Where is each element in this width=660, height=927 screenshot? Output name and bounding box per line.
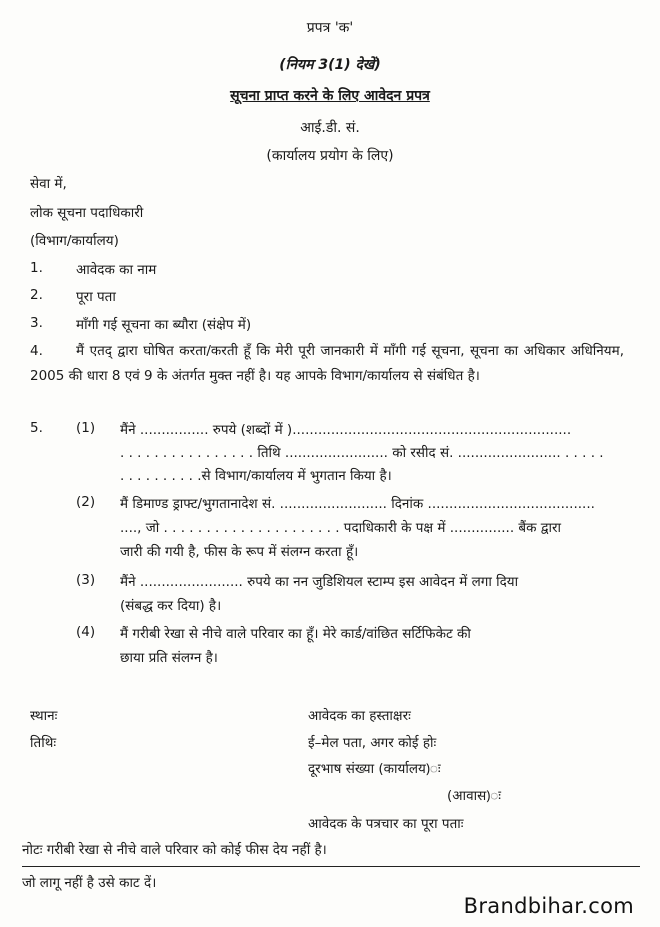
- form-title: प्रपत्र 'क': [306, 20, 354, 36]
- payment-sub3-number: (3): [76, 572, 96, 588]
- item-full-address: पूरा पता: [76, 289, 116, 305]
- date-label: तिथिः: [30, 735, 57, 751]
- payment-sub1-line3: . . . . . . . . . .से विभाग/कार्यालय में भुगतान किया है।: [120, 468, 392, 484]
- address-department: (विभाग/कार्यालय): [30, 233, 119, 249]
- item-number-3: 3.: [30, 315, 43, 331]
- payment-sub1-number: (1): [76, 420, 96, 436]
- item-applicant-name: आवेदक का नाम: [76, 262, 157, 278]
- payment-sub3-line1: मैंने ........................ रुपये का नन जुडिशियल स्टाम्प इस आवेदन में लगा दिया: [120, 574, 519, 590]
- item-info-details: माँगी गई सूचना का ब्यौरा (संक्षेप में): [76, 317, 252, 333]
- phone-office-label: दूरभाष संख्या (कार्यालय)ः: [308, 761, 441, 777]
- fee-note: नोटः गरीबी रेखा से नीचे वाले परिवार को कोई फीस देय नहीं है।: [22, 842, 327, 858]
- payment-sub4-number: (4): [76, 624, 96, 640]
- postal-address-label: आवेदक के पत्रचार का पूरा पताः: [308, 816, 464, 832]
- payment-sub2-line2: ...., जो . . . . . . . . . . . . . . . . . . . . . पदाधिकारी के पक्ष में ............... बैंक द्वारा: [120, 520, 562, 536]
- id-number-label: आई.डी. सं.: [300, 120, 360, 136]
- payment-sub4-line1: मैं गरीबी रेखा से नीचे वाले परिवार का हूँ। मेरे कार्ड/वांछित सर्टिफिकेट की: [120, 626, 471, 642]
- payment-sub2-number: (2): [76, 494, 96, 510]
- payment-sub1-line1: मैंने ................ रुपये (शब्दों में ).................................................................: [120, 422, 572, 438]
- declaration-number: 4.: [30, 343, 43, 359]
- divider-line: [22, 866, 640, 867]
- main-title: सूचना प्राप्त करने के लिए आवेदन प्रपत्र: [230, 88, 430, 104]
- phone-home-label: (आवास)ः: [447, 788, 501, 804]
- declaration-text: मैं एतद् द्वारा घोषित करता/करती हूँ कि मेरी पूरी जानकारी में माँगी गई सूचना, सूचना का अधिकार अधिनियम, 2005 की धारा 8 एवं 9 के अंतर्गत मुक्त नहीं है। यह आपके विभाग/कार्यालय से संबंधित है।: [30, 343, 624, 384]
- watermark-brandbihar: Brandbihar.com: [463, 894, 634, 918]
- item-number-1: 1.: [30, 260, 43, 276]
- place-label: स्थानः: [30, 708, 58, 724]
- signature-label: आवेदक का हस्ताक्षरः: [308, 708, 411, 724]
- payment-sub3-line2: (संबद्ध कर दिया) है।: [120, 598, 222, 614]
- payment-sub2-line3: जारी की गयी है, फीस के रूप में संलग्न करता हूँ।: [120, 544, 359, 560]
- email-label: ई–मेल पता, अगर कोई होः: [308, 735, 437, 751]
- office-use-label: (कार्यालय प्रयोग के लिए): [266, 148, 394, 164]
- address-officer: लोक सूचना पदाधिकारी: [30, 205, 144, 221]
- address-to: सेवा में,: [30, 176, 67, 192]
- payment-sub1-line2: . . . . . . . . . . . . . . . . तिथि ........................ को रसीद सं. ........................ . . . . .: [120, 445, 604, 461]
- item-number-2: 2.: [30, 287, 43, 303]
- payment-sub4-line2: छाया प्रति संलग्न है।: [120, 650, 218, 666]
- strike-note: जो लागू नहीं है उसे काट दें।: [22, 875, 157, 891]
- payment-number: 5.: [30, 420, 43, 436]
- rule-reference: (नियम 3(1) देखें): [279, 57, 381, 73]
- payment-sub2-line1: मैं डिमाण्ड ड्राफ्ट/भुगतानादेश सं. ......................... दिनांक .......................................: [120, 496, 595, 512]
